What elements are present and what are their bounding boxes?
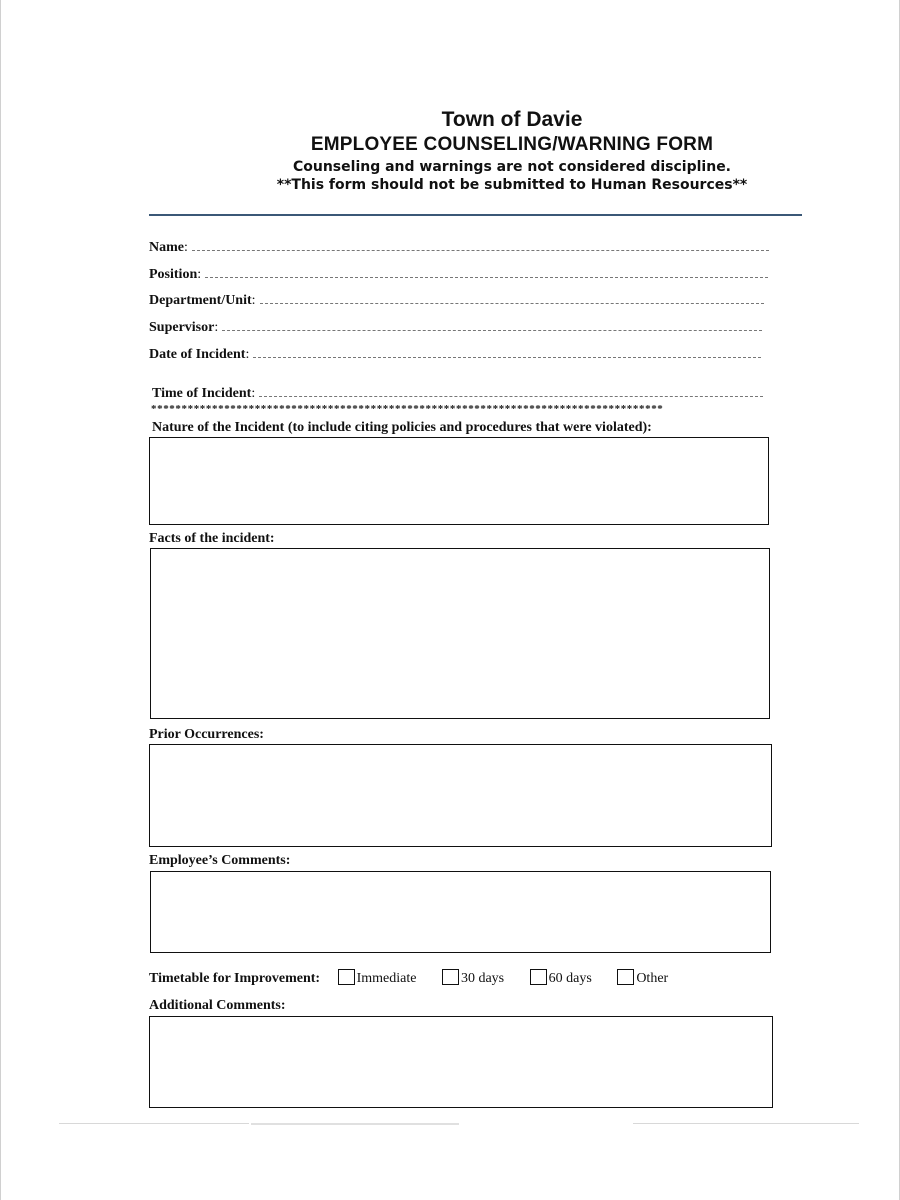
date-label: Date of Incident xyxy=(149,347,246,362)
organization-name: Town of Davie xyxy=(441,108,583,131)
prior-occurrences-textbox[interactable] xyxy=(149,744,772,847)
option-60-days-label: 60 days xyxy=(548,971,592,986)
option-30-days-label: 30 days xyxy=(460,971,505,986)
name-field: Name: xyxy=(149,240,769,256)
option-immediate-label: Immediate xyxy=(356,971,417,986)
employee-comments-label: Employee’s Comments: xyxy=(149,853,291,868)
employee-comments-textbox[interactable] xyxy=(150,871,771,953)
nature-label: Nature of the Incident (to include citing policies and procedures that were violated): xyxy=(152,420,652,435)
facts-label: Facts of the incident: xyxy=(149,531,275,546)
time-input-line[interactable] xyxy=(259,386,763,397)
checkbox-60-days[interactable] xyxy=(530,969,547,985)
department-input-line[interactable] xyxy=(260,293,764,304)
checkbox-immediate[interactable] xyxy=(338,969,355,985)
position-label: Position xyxy=(149,267,198,282)
footer-line-left xyxy=(59,1123,249,1124)
supervisor-field: Supervisor: xyxy=(149,320,762,336)
asterisk-separator: ************************************************************************************ xyxy=(151,403,664,415)
header-divider xyxy=(149,214,802,216)
option-immediate[interactable] xyxy=(338,969,417,987)
time-field: Time of Incident: xyxy=(152,386,763,402)
department-label: Department/Unit xyxy=(149,293,252,308)
supervisor-label: Supervisor xyxy=(149,320,215,335)
date-field: Date of Incident: xyxy=(149,347,761,363)
timetable-row xyxy=(149,969,690,987)
option-other-label: Other xyxy=(636,971,669,986)
facts-textbox[interactable] xyxy=(150,548,770,719)
position-input-line[interactable] xyxy=(205,267,768,278)
footer-line-center xyxy=(251,1123,459,1125)
form-subtitle-hr-note: **This form should not be submitted to Human Resources** xyxy=(276,177,748,193)
name-label: Name xyxy=(149,240,184,255)
option-other[interactable] xyxy=(617,969,668,987)
date-input-line[interactable] xyxy=(253,347,761,358)
footer-line-right xyxy=(633,1123,859,1124)
form-title: EMPLOYEE COUNSELING/WARNING FORM xyxy=(310,134,714,155)
prior-occurrences-label: Prior Occurrences: xyxy=(149,727,264,742)
nature-textbox[interactable] xyxy=(149,437,769,525)
checkbox-30-days[interactable] xyxy=(442,969,459,985)
additional-comments-label: Additional Comments: xyxy=(149,998,286,1013)
time-label: Time of Incident xyxy=(152,386,252,401)
option-30-days[interactable] xyxy=(442,969,504,987)
option-60-days[interactable] xyxy=(530,969,592,987)
form-header xyxy=(1,108,899,193)
timetable-label: Timetable for Improvement: xyxy=(149,971,321,986)
form-subtitle-disclaimer: Counseling and warnings are not considered discipline. xyxy=(292,159,732,175)
additional-comments-textbox[interactable] xyxy=(149,1016,773,1108)
supervisor-input-line[interactable] xyxy=(222,320,762,331)
department-field: Department/Unit: xyxy=(149,293,764,309)
checkbox-other[interactable] xyxy=(617,969,634,985)
position-field: Position: xyxy=(149,267,768,283)
name-input-line[interactable] xyxy=(192,240,769,251)
